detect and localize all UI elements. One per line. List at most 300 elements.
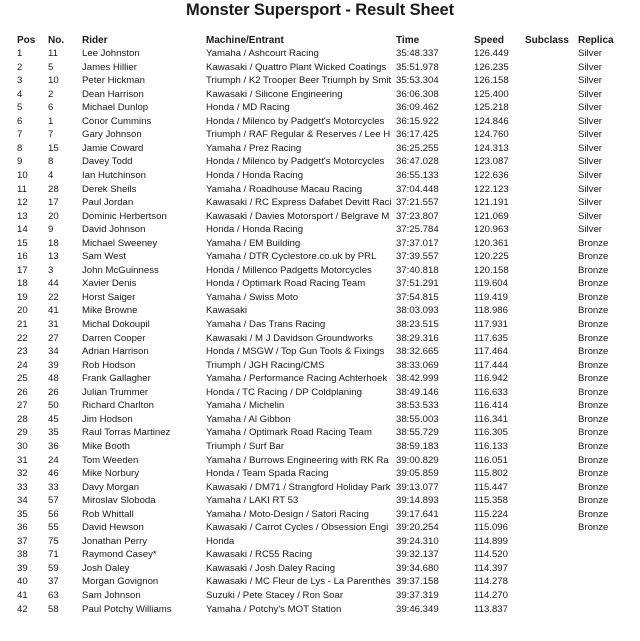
cell-replica: Bronze xyxy=(578,264,609,276)
cell-replica: Silver xyxy=(578,115,602,127)
table-row xyxy=(0,589,640,603)
table-row xyxy=(0,521,640,535)
cell-machine: Yamaha / DTR Cyclestore.co.uk by PRL xyxy=(206,251,377,263)
cell-time: 37:54.815 xyxy=(396,291,439,303)
table-row xyxy=(0,603,640,617)
cell-rider: Morgan Govignon xyxy=(82,576,159,588)
cell-machine: Yamaha / Performance Racing Achterhoek xyxy=(206,373,388,385)
cell-rider: Jamie Coward xyxy=(82,142,144,154)
cell-machine: Yamaha / Optimark Road Racing Team xyxy=(206,427,373,439)
table-row xyxy=(0,183,640,197)
cell-no: 31 xyxy=(48,319,59,330)
cell-rider: Mike Norbury xyxy=(82,468,140,480)
cell-time: 35:51.978 xyxy=(396,61,439,73)
cell-no: 18 xyxy=(48,237,59,249)
cell-machine: Yamaha / Moto-Design / Satori Racing xyxy=(206,508,369,520)
cell-pos: 8 xyxy=(17,142,23,154)
table-row xyxy=(0,548,640,562)
cell-machine: Honda / Milenco by Padgett's Motorcycles xyxy=(206,156,385,168)
cell-replica: Bronze xyxy=(578,495,609,507)
cell-speed: 115.802 xyxy=(474,468,508,480)
cell-time: 39:13.077 xyxy=(396,481,439,493)
cell-no: 46 xyxy=(48,468,59,480)
cell-time: 36:17.425 xyxy=(396,129,439,141)
table-row xyxy=(0,101,640,115)
cell-no: 37 xyxy=(48,576,59,588)
cell-machine: Honda / Optimark Road Racing Team xyxy=(206,278,366,290)
cell-no: 11 xyxy=(48,48,58,59)
cell-machine: Kawasaki / MC Fleur de Lys - La Parenthès xyxy=(206,576,391,588)
cell-no: 24 xyxy=(48,454,59,466)
cell-machine: Honda / TC Racing / DP Coldplaning xyxy=(206,386,362,398)
table-row xyxy=(0,155,640,169)
cell-rider: Adrian Harrison xyxy=(82,346,149,358)
cell-no: 33 xyxy=(48,481,59,493)
cell-rider: Derek Sheils xyxy=(82,183,137,195)
cell-no: 34 xyxy=(48,346,59,358)
cell-time: 38:29.316 xyxy=(396,332,439,344)
cell-machine: Yamaha / Ashcourt Racing xyxy=(206,48,319,59)
cell-machine: Triumph / K2 Trooper Beer Triumph by Smit xyxy=(206,75,392,87)
cell-no: 9 xyxy=(48,224,54,236)
cell-replica: Bronze xyxy=(578,454,609,466)
cell-speed: 115.096 xyxy=(474,522,508,534)
cell-no: 39 xyxy=(48,359,59,371)
cell-pos: 20 xyxy=(17,305,28,317)
cell-pos: 37 xyxy=(17,535,28,547)
cell-no: 7 xyxy=(48,129,54,141)
cell-time: 38:59.183 xyxy=(396,440,439,452)
table-row xyxy=(0,467,640,481)
cell-replica: Bronze xyxy=(578,508,609,520)
cell-replica: Silver xyxy=(578,75,602,87)
cell-replica: Bronze xyxy=(578,237,609,249)
cell-speed: 117.464 xyxy=(474,346,508,358)
cell-pos: 34 xyxy=(17,495,28,507)
cell-no: 28 xyxy=(48,183,59,195)
cell-rider: Mike Browne xyxy=(82,305,138,317)
cell-pos: 24 xyxy=(17,359,28,371)
cell-time: 39:14.893 xyxy=(396,495,439,507)
cell-rider: Miroslav Sloboda xyxy=(82,495,156,507)
cell-pos: 21 xyxy=(17,319,28,330)
cell-pos: 32 xyxy=(17,468,28,480)
cell-speed: 126.158 xyxy=(474,75,509,87)
cell-no: 1 xyxy=(48,115,54,127)
cell-time: 36:15.922 xyxy=(396,115,439,127)
cell-speed: 120.158 xyxy=(474,264,509,276)
cell-replica: Silver xyxy=(578,102,602,114)
cell-speed: 119.604 xyxy=(474,278,508,290)
cell-no: 20 xyxy=(48,210,59,222)
cell-machine: Triumph / Surf Bar xyxy=(206,440,285,452)
cell-speed: 120.361 xyxy=(474,237,509,249)
cell-speed: 116.341 xyxy=(474,413,508,425)
cell-pos: 13 xyxy=(17,210,28,222)
cell-pos: 36 xyxy=(17,522,28,534)
cell-no: 41 xyxy=(48,305,59,317)
cell-time: 37:23.807 xyxy=(396,210,439,222)
cell-machine: Kawasaki / Josh Daley Racing xyxy=(206,562,336,574)
cell-no: 36 xyxy=(48,440,59,452)
table-row xyxy=(0,115,640,129)
cell-time: 38:55.729 xyxy=(396,427,439,439)
cell-no: 71 xyxy=(48,549,59,561)
cell-rider: Jonathan Perry xyxy=(82,535,148,547)
cell-pos: 9 xyxy=(17,156,23,168)
cell-time: 39:05.859 xyxy=(396,468,439,480)
cell-pos: 23 xyxy=(17,346,28,358)
cell-time: 39:37.158 xyxy=(396,576,439,588)
cell-speed: 113.837 xyxy=(474,603,508,615)
cell-time: 38:49.146 xyxy=(396,386,439,398)
cell-no: 45 xyxy=(48,413,59,425)
cell-replica: Silver xyxy=(578,183,602,195)
cell-pos: 1 xyxy=(17,48,23,59)
cell-machine: Yamaha / EM Building xyxy=(206,237,301,249)
cell-machine: Yamaha / LAKI RT 53 xyxy=(206,495,299,507)
cell-pos: 12 xyxy=(17,197,28,209)
cell-no: 10 xyxy=(48,75,59,87)
cell-replica: Bronze xyxy=(578,427,609,439)
cell-speed: 124.846 xyxy=(474,115,509,127)
cell-time: 39:32.137 xyxy=(396,549,439,561)
table-row xyxy=(0,304,640,318)
table-row xyxy=(0,277,640,291)
cell-rider: Richard Charlton xyxy=(82,400,154,412)
cell-speed: 116.942 xyxy=(474,373,508,385)
table-row xyxy=(0,562,640,576)
cell-pos: 26 xyxy=(17,386,28,398)
cell-no: 55 xyxy=(48,522,59,534)
header-subclass: Subclass xyxy=(525,35,569,46)
cell-replica: Bronze xyxy=(578,332,609,344)
cell-machine: Kawasaki / Carrot Cycles / Obsession Engi xyxy=(206,522,389,534)
table-row xyxy=(0,413,640,427)
cell-pos: 19 xyxy=(17,291,28,303)
cell-rider: Ian Hutchinson xyxy=(82,169,146,181)
cell-pos: 41 xyxy=(17,590,28,601)
cell-time: 37:37.017 xyxy=(396,237,439,249)
table-row xyxy=(0,440,640,454)
cell-time: 38:42.999 xyxy=(396,373,439,385)
cell-speed: 115.358 xyxy=(474,495,508,507)
cell-replica: Bronze xyxy=(578,251,609,263)
cell-pos: 40 xyxy=(17,576,28,588)
cell-machine: Honda / Honda Racing xyxy=(206,224,304,236)
cell-machine: Yamaha / Potchy's MOT Station xyxy=(206,603,342,615)
cell-replica: Silver xyxy=(578,210,602,222)
cell-speed: 121.069 xyxy=(474,210,509,222)
header-replica: Replica xyxy=(578,35,614,46)
cell-machine: Honda xyxy=(206,535,235,547)
cell-time: 39:34.680 xyxy=(396,562,439,574)
cell-time: 37:25.784 xyxy=(396,224,439,236)
cell-no: 35 xyxy=(48,427,59,439)
cell-replica: Bronze xyxy=(578,522,609,534)
cell-rider: Frank Gallagher xyxy=(82,373,151,385)
cell-replica: Silver xyxy=(578,224,602,236)
cell-no: 27 xyxy=(48,332,59,344)
cell-rider: David Johnson xyxy=(82,224,146,236)
cell-pos: 11 xyxy=(17,183,27,195)
cell-time: 38:03.093 xyxy=(396,305,439,317)
cell-time: 38:32.665 xyxy=(396,346,439,358)
cell-machine: Yamaha / Swiss Moto xyxy=(206,291,299,303)
table-row xyxy=(0,250,640,264)
cell-rider: Michal Dokoupil xyxy=(82,319,150,330)
cell-rider: Josh Daley xyxy=(82,562,130,574)
cell-rider: Sam Johnson xyxy=(82,590,141,601)
cell-rider: Rob Hodson xyxy=(82,359,136,371)
cell-time: 37:04.448 xyxy=(396,183,439,195)
header-pos: Pos xyxy=(17,35,36,46)
cell-speed: 121.191 xyxy=(474,197,509,209)
cell-pos: 38 xyxy=(17,549,28,561)
cell-rider: Paul Jordan xyxy=(82,197,134,209)
cell-replica: Bronze xyxy=(578,305,609,317)
table-row xyxy=(0,88,640,102)
cell-machine: Kawasaki / RC Express Dafabet Devitt Raci xyxy=(206,197,392,209)
cell-time: 37:39.557 xyxy=(396,251,439,263)
table-row xyxy=(0,575,640,589)
cell-speed: 122.636 xyxy=(474,169,509,181)
cell-replica: Bronze xyxy=(578,481,609,493)
cell-machine: Honda / MSGW / Top Gun Tools & Fixings xyxy=(206,346,385,358)
cell-machine: Triumph / JGH Racing/CMS xyxy=(206,359,325,371)
cell-rider: James Hillier xyxy=(82,61,137,73)
cell-pos: 16 xyxy=(17,251,28,263)
cell-speed: 117.931 xyxy=(474,319,508,330)
cell-time: 35:53.304 xyxy=(396,75,439,87)
cell-speed: 119.419 xyxy=(474,291,508,303)
table-row xyxy=(0,61,640,75)
cell-time: 37:21.557 xyxy=(396,197,439,209)
cell-machine: Yamaha / Prez Racing xyxy=(206,142,302,154)
cell-speed: 116.305 xyxy=(474,427,508,439)
cell-speed: 116.133 xyxy=(474,440,508,452)
table-row xyxy=(0,142,640,156)
table-row xyxy=(0,508,640,522)
cell-pos: 30 xyxy=(17,440,28,452)
cell-time: 38:33.069 xyxy=(396,359,439,371)
cell-machine: Honda / Team Spada Racing xyxy=(206,468,329,480)
cell-replica: Bronze xyxy=(578,413,609,425)
header-machine: Machine/Entrant xyxy=(206,35,284,46)
cell-time: 36:47.028 xyxy=(396,156,439,168)
cell-speed: 120.963 xyxy=(474,224,509,236)
cell-no: 8 xyxy=(48,156,54,168)
table-row xyxy=(0,372,640,386)
cell-pos: 39 xyxy=(17,562,28,574)
cell-speed: 114.270 xyxy=(474,590,508,601)
cell-time: 37:40.818 xyxy=(396,264,439,276)
cell-rider: Lee Johnston xyxy=(82,48,140,59)
cell-no: 57 xyxy=(48,495,59,507)
cell-speed: 115.224 xyxy=(474,508,508,520)
cell-pos: 10 xyxy=(17,169,28,181)
table-row xyxy=(0,426,640,440)
cell-speed: 124.760 xyxy=(474,129,509,141)
table-row xyxy=(0,223,640,237)
table-row xyxy=(0,494,640,508)
cell-rider: Raul Torras Martinez xyxy=(82,427,171,439)
table-row xyxy=(0,210,640,224)
cell-replica: Silver xyxy=(578,129,602,141)
cell-rider: Sam West xyxy=(82,251,127,263)
cell-speed: 118.986 xyxy=(474,305,508,317)
header-rider: Rider xyxy=(82,35,108,46)
cell-speed: 114.520 xyxy=(474,549,508,561)
cell-rider: Rob Whittall xyxy=(82,508,134,520)
table-row xyxy=(0,332,640,346)
cell-speed: 116.051 xyxy=(474,454,508,466)
table-row xyxy=(0,318,640,332)
cell-speed: 126.235 xyxy=(474,61,509,73)
cell-replica: Silver xyxy=(578,142,602,154)
cell-rider: Gary Johnson xyxy=(82,129,142,141)
cell-machine: Yamaha / Burrows Engineering with RK Ra xyxy=(206,454,389,466)
cell-speed: 120.225 xyxy=(474,251,509,263)
table-row xyxy=(0,454,640,468)
cell-no: 48 xyxy=(48,373,59,385)
cell-rider: Paul Potchy Williams xyxy=(82,603,172,615)
header-no: No. xyxy=(48,35,65,46)
cell-rider: Darren Cooper xyxy=(82,332,146,344)
cell-speed: 124.313 xyxy=(474,142,509,154)
cell-replica: Bronze xyxy=(578,319,609,330)
cell-time: 39:00.829 xyxy=(396,454,439,466)
cell-rider: Dean Harrison xyxy=(82,88,144,100)
cell-speed: 114.278 xyxy=(474,576,508,588)
cell-machine: Honda / Milenco by Padgett's Motorcycles xyxy=(206,115,385,127)
cell-replica: Silver xyxy=(578,197,602,209)
cell-pos: 15 xyxy=(17,237,28,249)
cell-speed: 125.218 xyxy=(474,102,509,114)
cell-rider: Mike Booth xyxy=(82,440,130,452)
cell-speed: 116.633 xyxy=(474,386,508,398)
cell-pos: 29 xyxy=(17,427,28,439)
cell-rider: Davy Morgan xyxy=(82,481,140,493)
cell-pos: 14 xyxy=(17,224,28,236)
cell-replica: Silver xyxy=(578,48,602,59)
cell-pos: 17 xyxy=(17,264,28,276)
cell-no: 22 xyxy=(48,291,59,303)
cell-no: 2 xyxy=(48,88,54,100)
cell-no: 56 xyxy=(48,508,59,520)
cell-speed: 117.635 xyxy=(474,332,508,344)
cell-replica: Silver xyxy=(578,88,602,100)
cell-rider: Horst Saiger xyxy=(82,291,136,303)
cell-time: 39:46.349 xyxy=(396,603,439,615)
cell-machine: Yamaha / Roadhouse Macau Racing xyxy=(206,183,363,195)
table-header xyxy=(0,34,640,48)
table-row xyxy=(0,128,640,142)
cell-machine: Kawasaki / Silicone Engineering xyxy=(206,88,343,100)
cell-no: 50 xyxy=(48,400,59,412)
page-title: Monster Supersport - Result Sheet xyxy=(185,1,455,19)
cell-pos: 4 xyxy=(17,88,23,100)
cell-rider: Michael Sweeney xyxy=(82,237,158,249)
cell-time: 38:23.515 xyxy=(396,319,439,330)
cell-replica: Bronze xyxy=(578,359,609,371)
cell-pos: 18 xyxy=(17,278,28,290)
cell-speed: 122.123 xyxy=(474,183,509,195)
table-row xyxy=(0,169,640,183)
table-row xyxy=(0,196,640,210)
cell-machine: Kawasaki / Davies Motorsport / Belgrave M xyxy=(206,210,390,222)
cell-machine: Honda / Honda Racing xyxy=(206,169,304,181)
cell-speed: 117.444 xyxy=(474,359,508,371)
cell-machine: Yamaha / Das Trans Racing xyxy=(206,319,326,330)
cell-machine: Triumph / RAF Regular & Reserves / Lee H xyxy=(206,129,391,141)
cell-time: 39:17.641 xyxy=(396,508,439,520)
cell-rider: Raymond Casey* xyxy=(82,549,157,561)
cell-speed: 123.087 xyxy=(474,156,509,168)
cell-rider: Davey Todd xyxy=(82,156,133,168)
cell-time: 39:37.319 xyxy=(396,590,439,601)
cell-pos: 6 xyxy=(17,115,23,127)
cell-replica: Bronze xyxy=(578,386,609,398)
cell-no: 17 xyxy=(48,197,59,209)
table-row xyxy=(0,399,640,413)
cell-machine: Kawasaki / DM71 / Strangford Holiday Park xyxy=(206,481,391,493)
cell-no: 26 xyxy=(48,386,59,398)
cell-no: 3 xyxy=(48,264,54,276)
cell-pos: 35 xyxy=(17,508,28,520)
cell-rider: David Hewson xyxy=(82,522,144,534)
cell-rider: Xavier Denis xyxy=(82,278,137,290)
cell-replica: Bronze xyxy=(578,346,609,358)
cell-pos: 22 xyxy=(17,332,28,344)
cell-replica: Bronze xyxy=(578,373,609,385)
table-row xyxy=(0,345,640,359)
cell-machine: Kawasaki / M J Davidson Groundworks xyxy=(206,332,373,344)
cell-pos: 33 xyxy=(17,481,28,493)
cell-no: 13 xyxy=(48,251,59,263)
cell-speed: 116.414 xyxy=(474,400,508,412)
cell-no: 63 xyxy=(48,590,59,601)
cell-no: 59 xyxy=(48,562,59,574)
cell-speed: 125.400 xyxy=(474,88,509,100)
cell-machine: Suzuki / Pete Stacey / Ron Soar xyxy=(206,590,344,601)
cell-rider: Michael Dunlop xyxy=(82,102,149,114)
cell-replica: Bronze xyxy=(578,278,609,290)
cell-rider: Julian Trummer xyxy=(82,386,149,398)
cell-no: 75 xyxy=(48,535,59,547)
cell-no: 4 xyxy=(48,169,54,181)
cell-no: 44 xyxy=(48,278,59,290)
cell-machine: Kawasaki / Quattro Plant Wicked Coatings xyxy=(206,61,387,73)
cell-time: 36:09.462 xyxy=(396,102,439,114)
cell-pos: 3 xyxy=(17,75,23,87)
cell-replica: Silver xyxy=(578,156,602,168)
cell-pos: 25 xyxy=(17,373,28,385)
cell-rider: Jim Hodson xyxy=(82,413,133,425)
table-row xyxy=(0,386,640,400)
cell-speed: 114.397 xyxy=(474,562,508,574)
header-speed: Speed xyxy=(474,35,505,46)
cell-time: 38:55.003 xyxy=(396,413,439,425)
table-row xyxy=(0,291,640,305)
cell-no: 15 xyxy=(48,142,59,154)
cell-time: 36:06.308 xyxy=(396,88,439,100)
cell-replica: Silver xyxy=(578,61,602,73)
cell-machine: Yamaha / Al Gibbon xyxy=(206,413,291,425)
table-row xyxy=(0,237,640,251)
cell-no: 5 xyxy=(48,61,54,73)
cell-machine: Honda / MD Racing xyxy=(206,102,290,114)
